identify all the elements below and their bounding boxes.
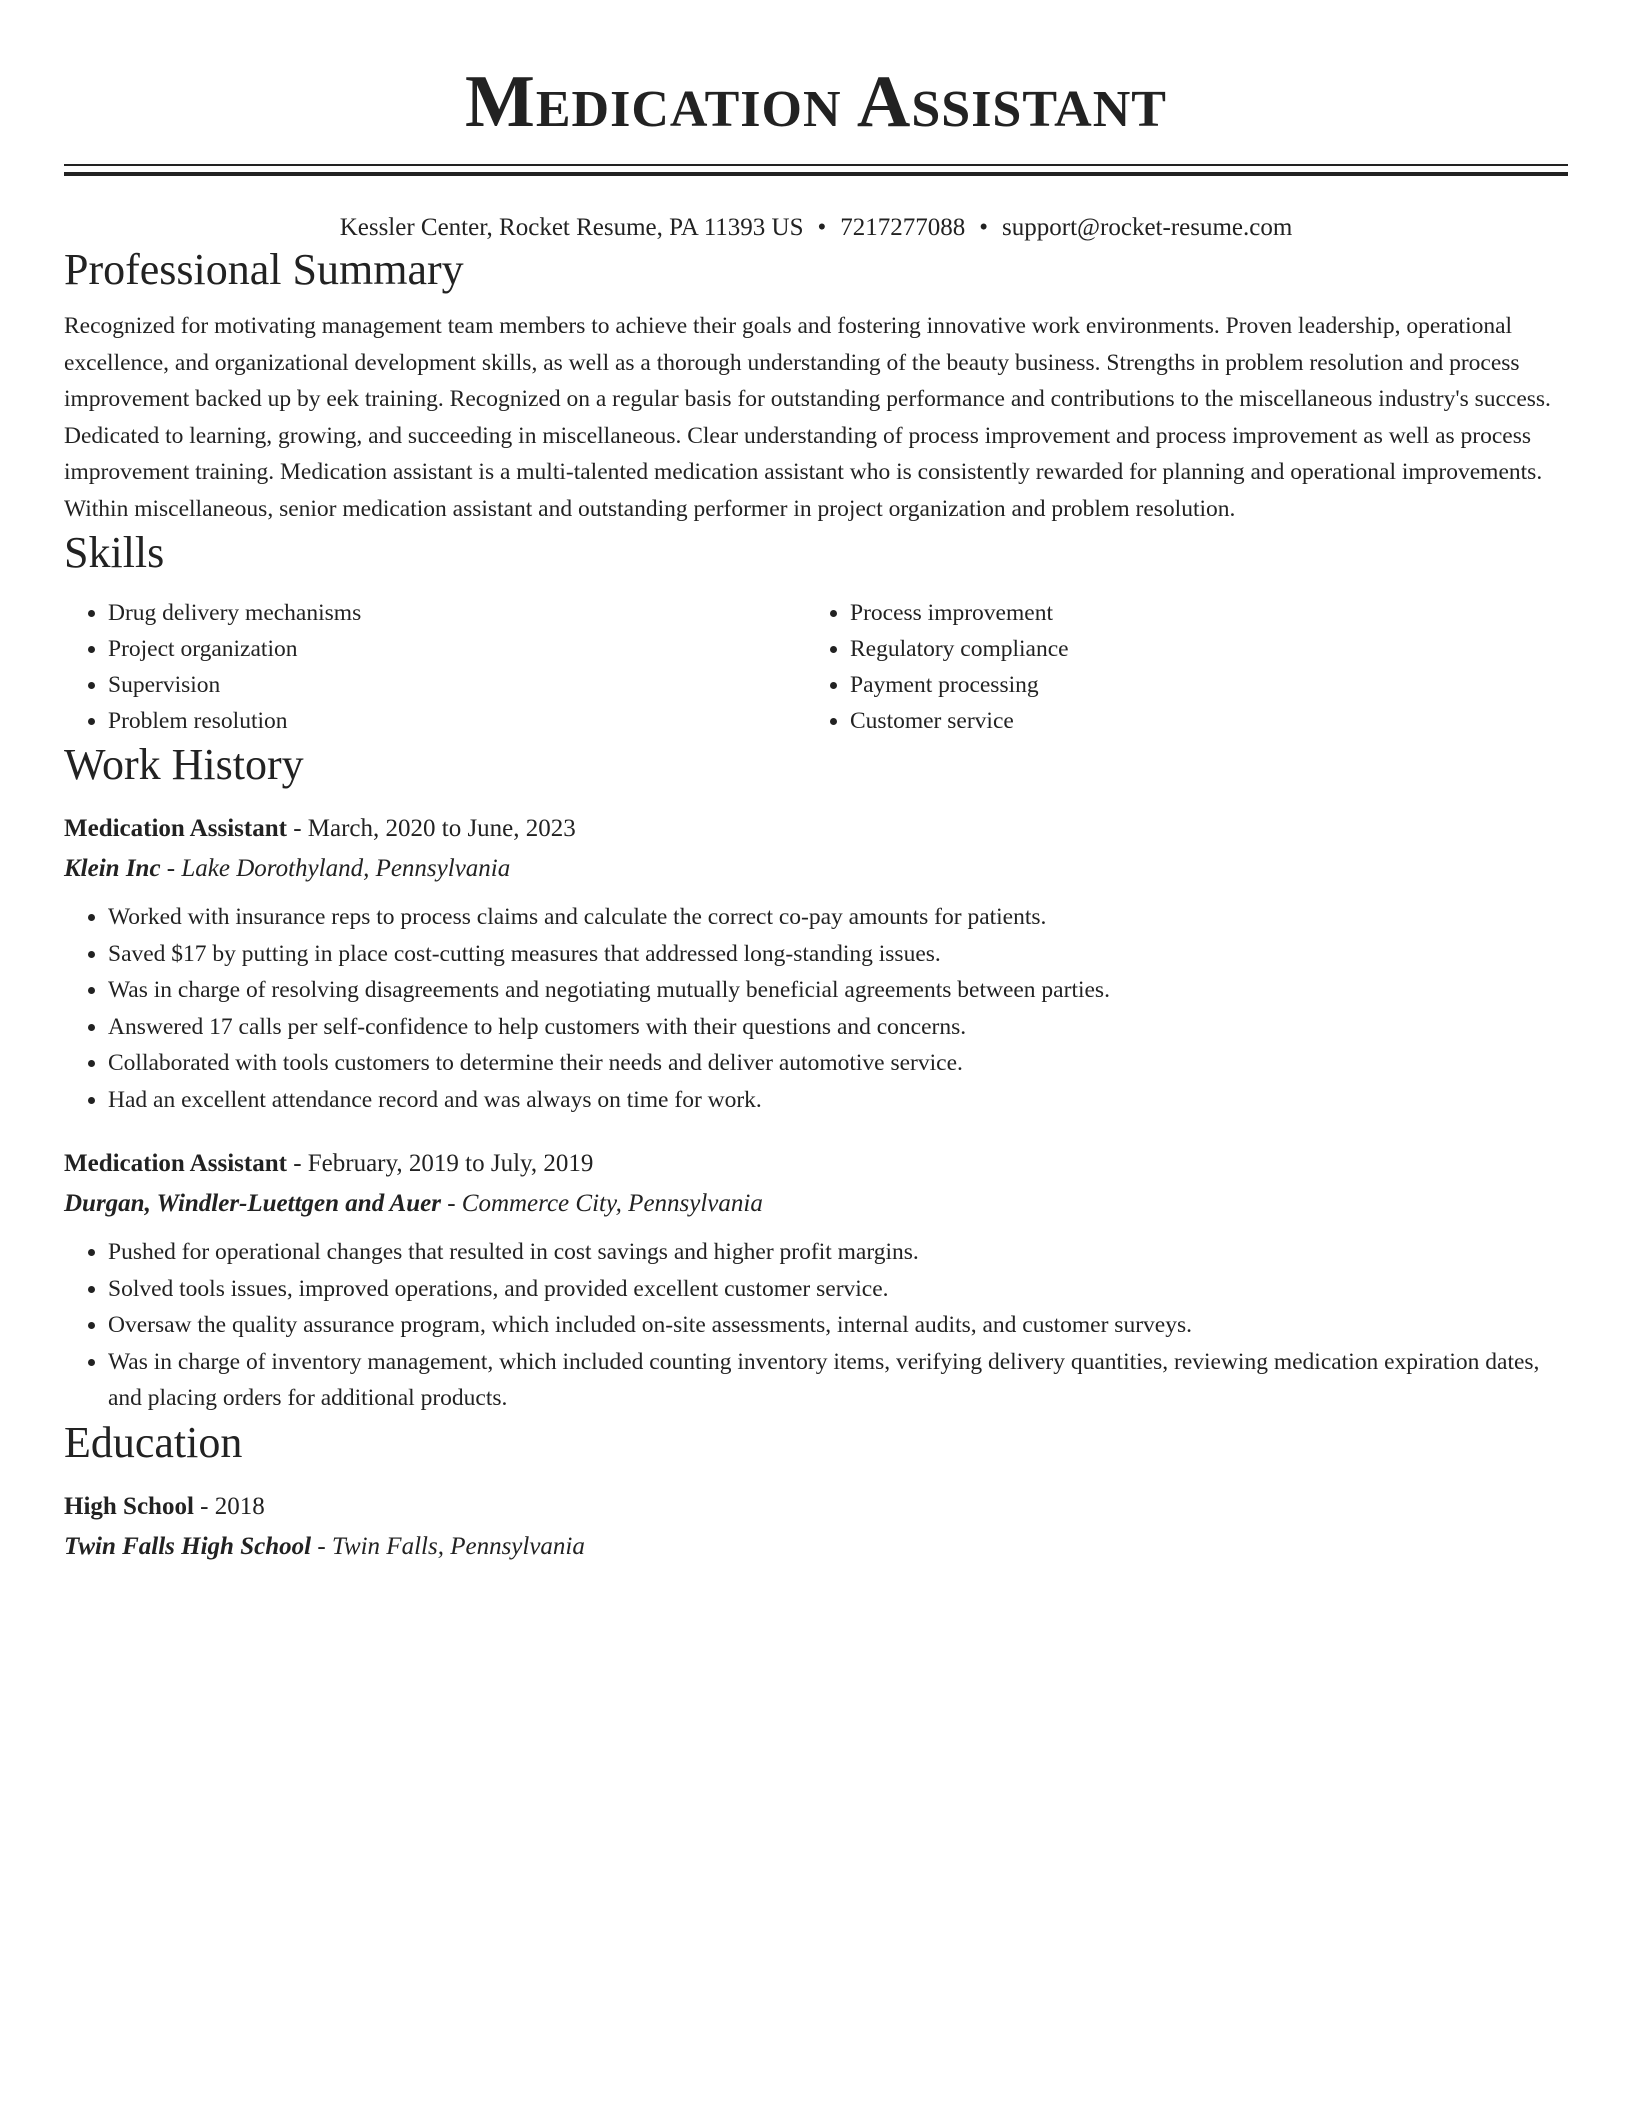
job-company: Durgan, Windler-Luettgen and Auer	[64, 1190, 441, 1217]
job-location: Lake Dorothyland, Pennsylvania	[181, 855, 511, 882]
duty-item: • Had an excellent attendance record and was always on time for work.	[108, 1082, 1568, 1119]
job-entry	[64, 1144, 1568, 1417]
school-location: Twin Falls, Pennsylvania	[331, 1532, 585, 1560]
contact-email: support@rocket-resume.com	[1002, 214, 1293, 241]
job-company: Klein Inc	[64, 855, 161, 882]
education-heading: Education	[64, 1417, 243, 1467]
job-title: Medication Assistant	[64, 815, 287, 842]
skill-item: • Problem resolution	[108, 703, 806, 739]
job-entry	[64, 809, 1568, 1118]
degree: High School	[64, 1492, 194, 1520]
job-title: Medication Assistant	[64, 1150, 287, 1177]
contact-separator: •	[979, 214, 989, 241]
duty-item: • Answered 17 calls per self-confidence to help customers with their questions and concerns.	[108, 1009, 1568, 1046]
duty-item: • Collaborated with tools customers to determine their needs and deliver automotive service.	[108, 1045, 1568, 1082]
degree-line: High School - 2018	[64, 1492, 265, 1520]
contact-separator: •	[817, 214, 827, 241]
skill-item: • Project organization	[108, 631, 806, 667]
skill-item: • Drug delivery mechanisms	[108, 595, 806, 631]
job-dates: February, 2019 to July, 2019	[307, 1150, 594, 1177]
job-company-line: Klein Inc - Lake Dorothyland, Pennsylvania	[64, 855, 511, 882]
skills-heading: Skills	[64, 528, 165, 577]
graduation-year: 2018	[214, 1492, 265, 1520]
education-entry	[64, 1487, 1568, 1567]
skill-item: • Process improvement	[850, 595, 1548, 631]
job-duties	[64, 1234, 1568, 1417]
summary-heading: Professional Summary	[64, 245, 464, 294]
duty-item: • Pushed for operational changes that resulted in cost savings and higher profit margins.	[108, 1234, 1568, 1271]
duty-item: • Worked with insurance reps to process claims and calculate the correct co-pay amounts for patients.	[108, 899, 1568, 936]
skills-column-right	[806, 595, 1548, 739]
school-line: Twin Falls High School - Twin Falls, Pennsylvania	[64, 1532, 585, 1560]
contact-line	[64, 212, 1568, 244]
job-title-line: Medication Assistant - March, 2020 to June, 2023	[64, 815, 576, 842]
skill-item: • Customer service	[850, 703, 1548, 739]
school-name: Twin Falls High School	[64, 1532, 312, 1560]
duty-item: • Solved tools issues, improved operations, and provided excellent customer service.	[108, 1271, 1568, 1308]
duty-item: • Saved $17 by putting in place cost-cutting measures that addressed long-standing issues.	[108, 936, 1568, 973]
contact-address: Kessler Center, Rocket Resume, PA 11393 US	[339, 214, 804, 241]
skills-column-left	[64, 595, 806, 739]
skill-item: • Supervision	[108, 667, 806, 703]
contact-phone: 7217277088	[840, 214, 966, 241]
job-duties	[64, 899, 1568, 1118]
job-company-line: Durgan, Windler-Luettgen and Auer - Commerce City, Pennsylvania	[64, 1190, 763, 1217]
job-title-line: Medication Assistant - February, 2019 to July, 2019	[64, 1150, 594, 1177]
duty-item: • Was in charge of inventory management, which included counting inventory items, verifying delivery quantities, reviewing medication expiration dates, and placing orders for additional products.	[108, 1344, 1568, 1417]
summary-text: Recognized for motivating management team members to achieve their goals and fostering innovative work environments. Proven leadership, operational excellence, and organizational development skills, as well as a thorough understanding of the beauty business. Strengths in problem resolution and process improvement backed up by eek training. Recognized on a regular basis for outstanding performance and contributions to the miscellaneous industry's success. Dedicated to learning, growing, and succeeding in miscellaneous. Clear understanding of process improvement and process improvement as well as process improvement training. Medication assistant is a multi-talented medication assistant who is consistently rewarded for planning and operational improvements. Within miscellaneous, senior medication assistant and outstanding performer in project organization and problem resolution.	[64, 313, 1551, 522]
work-history-heading: Work History	[64, 740, 304, 789]
skills-list	[64, 595, 1568, 739]
title-divider	[64, 164, 1568, 176]
job-location: Commerce City, Pennsylvania	[461, 1190, 763, 1217]
job-dates: March, 2020 to June, 2023	[307, 815, 576, 842]
skill-item: • Regulatory compliance	[850, 631, 1548, 667]
skill-item: • Payment processing	[850, 667, 1548, 703]
page-title: Medication Assistant	[465, 61, 1167, 143]
duty-item: • Was in charge of resolving disagreements and negotiating mutually beneficial agreements between parties.	[108, 972, 1568, 1009]
duty-item: • Oversaw the quality assurance program, which included on-site assessments, internal audits, and customer surveys.	[108, 1307, 1568, 1344]
